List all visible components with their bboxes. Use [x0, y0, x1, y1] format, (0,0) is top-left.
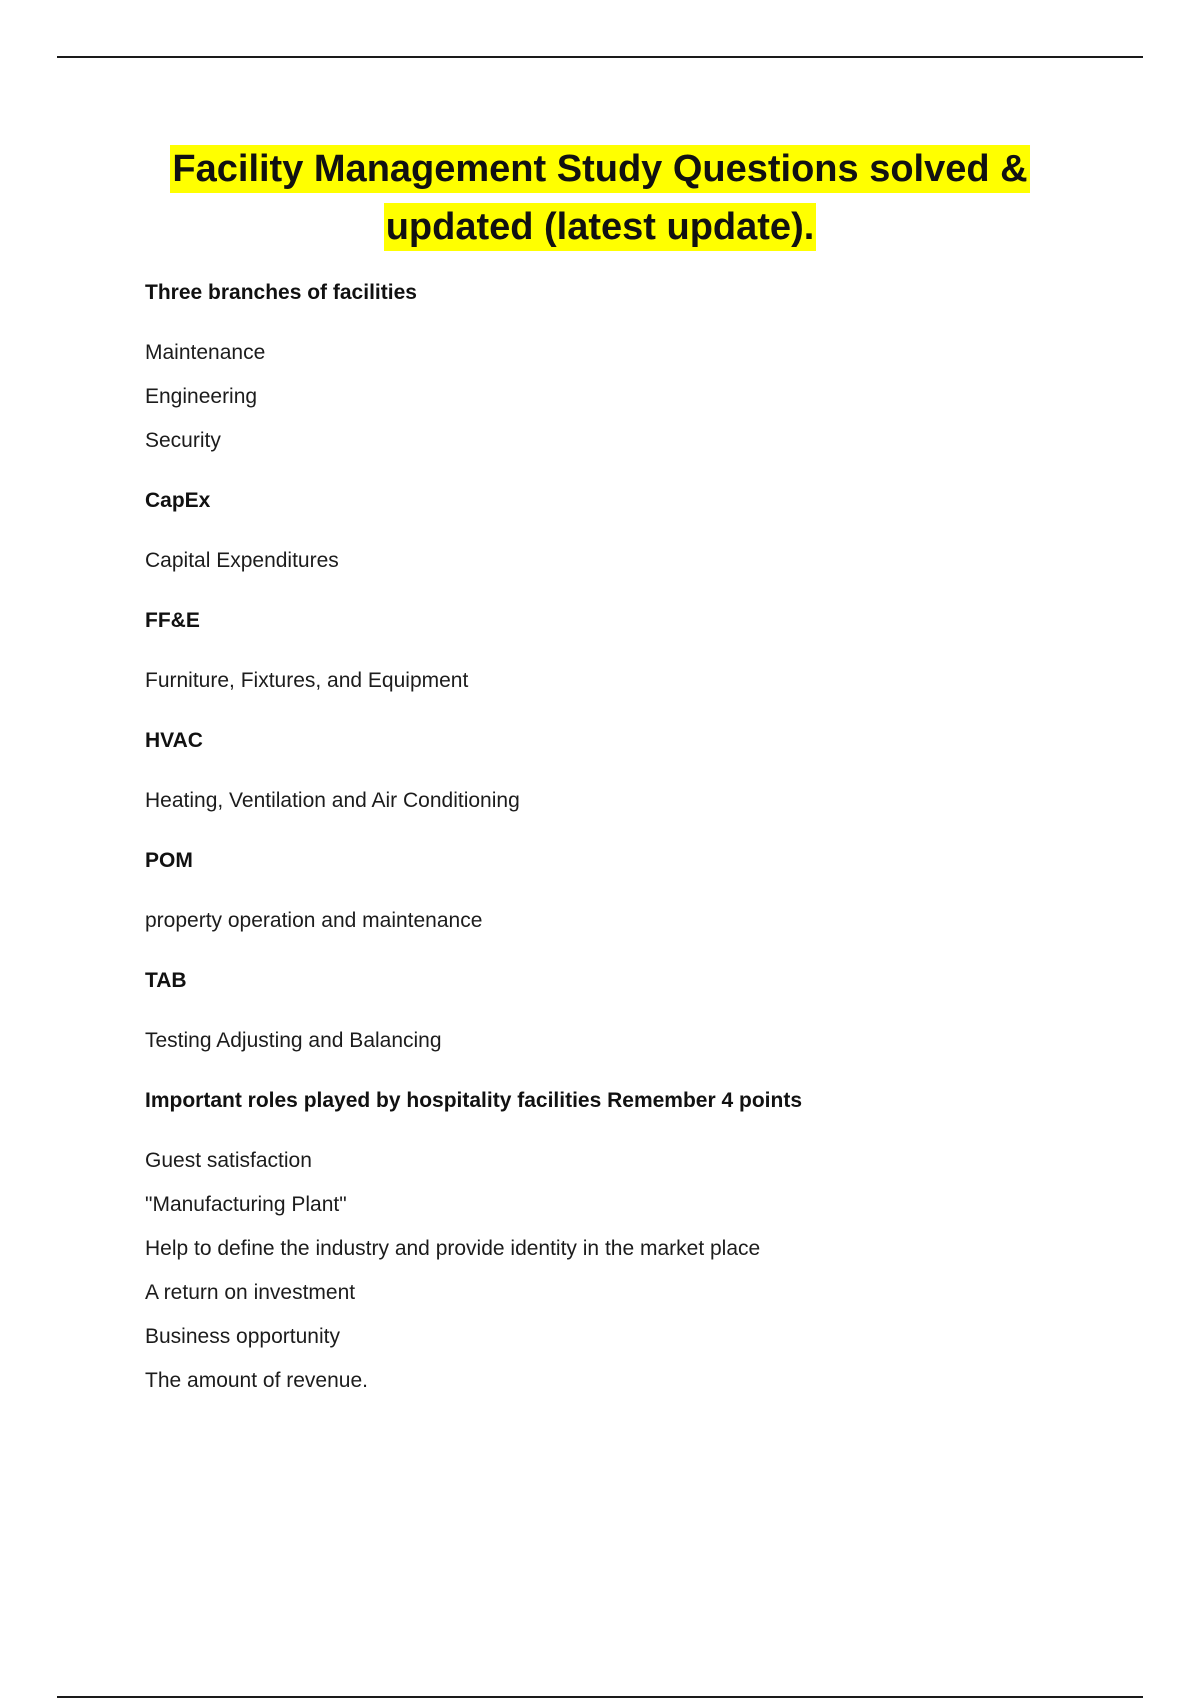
- definition-item: Help to define the industry and provide identity in the market place: [145, 1237, 761, 1260]
- definition-item: Guest satisfaction: [145, 1149, 312, 1172]
- definition-item: "Manufacturing Plant": [145, 1193, 347, 1216]
- definition-list: [145, 786, 1125, 816]
- definition-item: The amount of revenue.: [145, 1369, 368, 1392]
- definition-item: Business opportunity: [145, 1325, 340, 1348]
- definition-item: Testing Adjusting and Balancing: [145, 1029, 442, 1052]
- section-capex: [145, 486, 1125, 576]
- definition-list: [145, 666, 1125, 696]
- definition-list: [145, 1146, 1125, 1396]
- title-line-1: Facility Management Study Questions solved &: [170, 145, 1029, 193]
- term-heading: CapEx: [145, 489, 211, 512]
- document-title: [100, 140, 1100, 256]
- definition-item: Capital Expenditures: [145, 549, 339, 572]
- section-pom: [145, 846, 1125, 936]
- definition-item: Furniture, Fixtures, and Equipment: [145, 669, 469, 692]
- definition-item: Security: [145, 429, 221, 452]
- definition-item: property operation and maintenance: [145, 909, 483, 932]
- section-ffe: [145, 606, 1125, 696]
- header-rule: [57, 56, 1143, 58]
- term-heading: Important roles played by hospitality facilities Remember 4 points: [145, 1089, 802, 1112]
- section-important-roles: [145, 1086, 1125, 1396]
- term-heading: TAB: [145, 969, 187, 992]
- definition-list: [145, 1026, 1125, 1056]
- term-heading: Three branches of facilities: [145, 281, 417, 304]
- title-line-2: updated (latest update).: [384, 203, 817, 251]
- term-heading: FF&E: [145, 609, 200, 632]
- section-three-branches: [145, 278, 1125, 456]
- definition-list: [145, 338, 1125, 456]
- study-content: [145, 278, 1125, 1426]
- definition-list: [145, 906, 1125, 936]
- term-heading: POM: [145, 849, 193, 872]
- definition-item: A return on investment: [145, 1281, 356, 1304]
- definition-item: Engineering: [145, 385, 258, 408]
- section-hvac: [145, 726, 1125, 816]
- definition-list: [145, 546, 1125, 576]
- section-tab: [145, 966, 1125, 1056]
- definition-item: Maintenance: [145, 341, 266, 364]
- definition-item: Heating, Ventilation and Air Conditioning: [145, 789, 520, 812]
- footer-rule: [57, 1696, 1143, 1698]
- term-heading: HVAC: [145, 729, 203, 752]
